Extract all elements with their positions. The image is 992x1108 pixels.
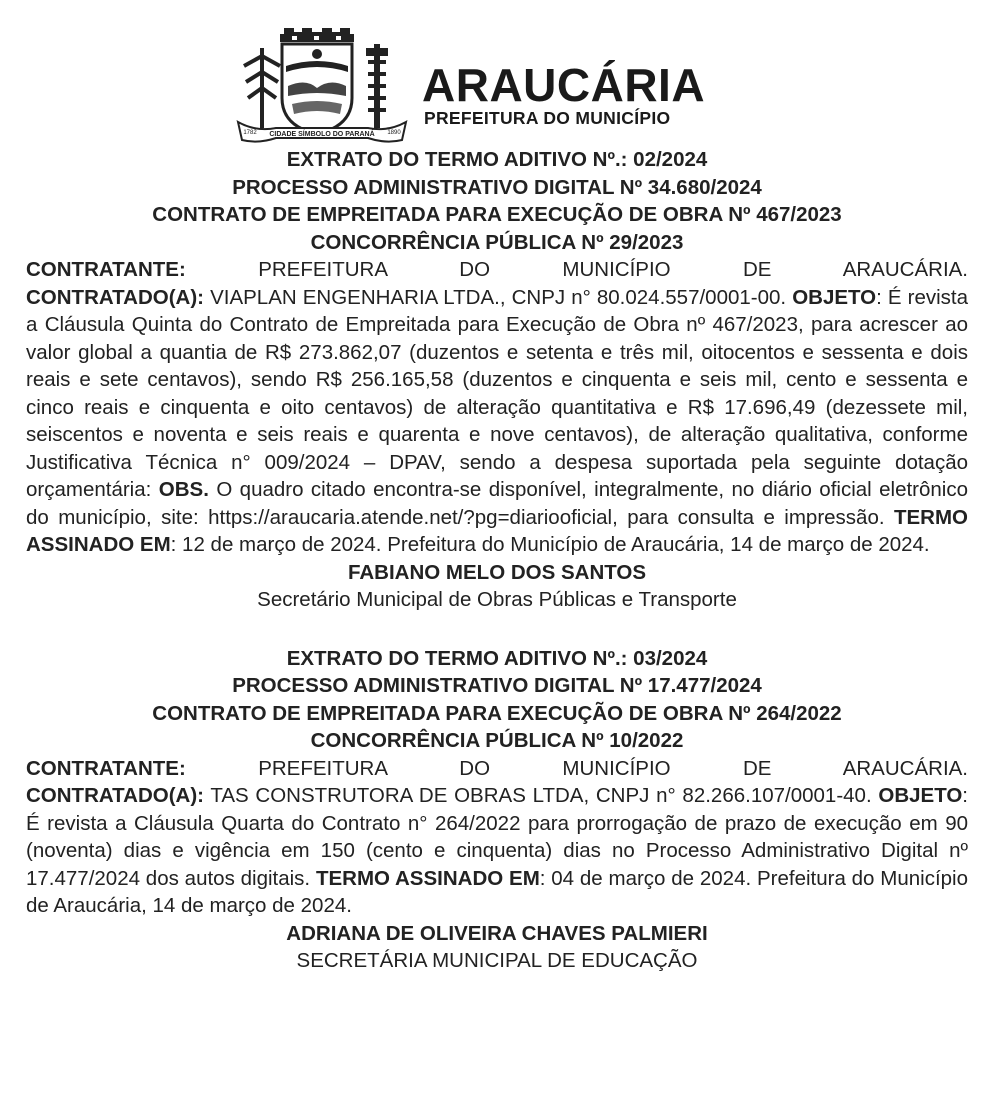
contratante-label: CONTRATANTE: [26,756,186,780]
termo-label: TERMO ASSINADO EM [315,866,540,890]
obs-text: O quadro citado encontra-se disponível, integralmente, no diário oficial eletrônico do município, site: https://araucaria.atende.net/?pg=diariooficial, para consulta e impressão. [26,478,969,529]
extract-2-signer-name: ADRIANA DE OLIVEIRA CHAVES PALMIERI [286,921,708,945]
extract-2-signer-role: SECRETÁRIA MUNICIPAL DE EDUCAÇÃO [296,949,698,972]
extract-2-body [26,782,968,920]
extract-1-title-2: PROCESSO ADMINISTRATIVO DIGITAL Nº 34.680/2024 [232,175,762,199]
crest-year-right: 1890 [387,130,401,136]
termo-label: TERMO ASSINADO EM [26,505,968,556]
page-header [0,18,992,143]
extract-1 [26,146,968,614]
brand-subtitle: PREFEITURA DO MUNICÍPIO [424,108,671,128]
contratante-label: CONTRATANTE: [26,258,186,281]
extract-1-body [26,284,968,559]
contratado-value: TAS CONSTRUTORA DE OBRAS LTDA, CNPJ n° 82.266.107/0001-40. [210,784,879,807]
extract-1-signer-name: FABIANO MELO DOS SANTOS [347,560,647,584]
section-divider [26,614,968,645]
brand-name: ARAUCÁRIA [422,59,706,111]
obs-label: OBS. [158,478,209,501]
objeto-label: OBJETO [792,285,877,309]
termo-text: : 12 de março de 2024. Prefeitura do Município de Araucária, 14 de março de 2024. [170,533,930,556]
contratado-label: CONTRATADO(A): [26,285,205,309]
extract-1-title-3: CONTRATO DE EMPREITADA PARA EXECUÇÃO DE OBRA Nº 467/2023 [152,203,842,226]
termo-text: : 04 de março de 2024. Prefeitura do Município de Araucária, 14 de março de 2024. [26,866,969,917]
extract-1-title-1: EXTRATO DO TERMO ADITIVO Nº.: 02/2024 [286,148,708,171]
contratante-value: PREFEITURA DO MUNICÍPIO DE ARAUCÁRIA. [258,258,969,281]
extract-2-contratante-line [26,755,968,783]
contratante-value: PREFEITURA DO MUNICÍPIO DE ARAUCÁRIA. [258,756,969,780]
extract-2 [26,645,968,975]
extract-2-title-2: PROCESSO ADMINISTRATIVO DIGITAL Nº 17.477/2024 [232,674,762,697]
crest-year-left: 1782 [243,130,257,136]
crest-ribbon-text: CIDADE SÍMBOLO DO PARANÁ [269,131,375,138]
extract-1-title-4: CONCORRÊNCIA PÚBLICA Nº 29/2023 [310,230,684,254]
extract-2-title-4: CONCORRÊNCIA PÚBLICA Nº 10/2022 [310,729,684,752]
contratado-label: CONTRATADO(A): [26,784,205,807]
municipal-crest-icon [236,26,408,146]
objeto-label: OBJETO [878,784,963,807]
objeto-text: : É revista a Cláusula Quarta do Contrato n° 264/2022 para prorrogação de prazo de execução em 90 (noventa) dias e vigência em 150 (cento e cinquenta) dias no Processo Administrativo Digital nº 17.477/2024 dos autos digitais. [26,784,968,890]
objeto-text: : É revista a Cláusula Quinta do Contrato de Empreitada para Execução de Obra nº 467/2023, para acrescer ao valor global a quantia de R$ 273.862,07 (duzentos e setenta e três mil, oitocentos e sessenta e dois reais e sete centavos), sendo R$ 256.165,58 (duzentos e cinquenta e seis mil, cento e sessenta e cinco reais e cinquenta e oito centavos) de alteração quantitativa e R$ 17.696,49 (dezessete mil, seiscentos e noventa e seis reais e quarenta e nove centavos), de alteração qualitativa, conforme Justificativa Técnica n° 009/2024 – DPAV, sendo a despesa suportada pela seguinte dotação orçamentária: [26,285,969,501]
extract-1-contratante-line [26,256,968,284]
document-body [26,146,968,975]
contratado-value: VIAPLAN ENGENHARIA LTDA., CNPJ n° 80.024.557/0001-00. [210,285,787,309]
extract-2-title-1: EXTRATO DO TERMO ADITIVO Nº.: 03/2024 [286,646,708,670]
extract-2-title-3: CONTRATO DE EMPREITADA PARA EXECUÇÃO DE OBRA Nº 264/2022 [152,701,842,725]
extract-1-signer-role: Secretário Municipal de Obras Públicas e Transporte [257,588,737,611]
